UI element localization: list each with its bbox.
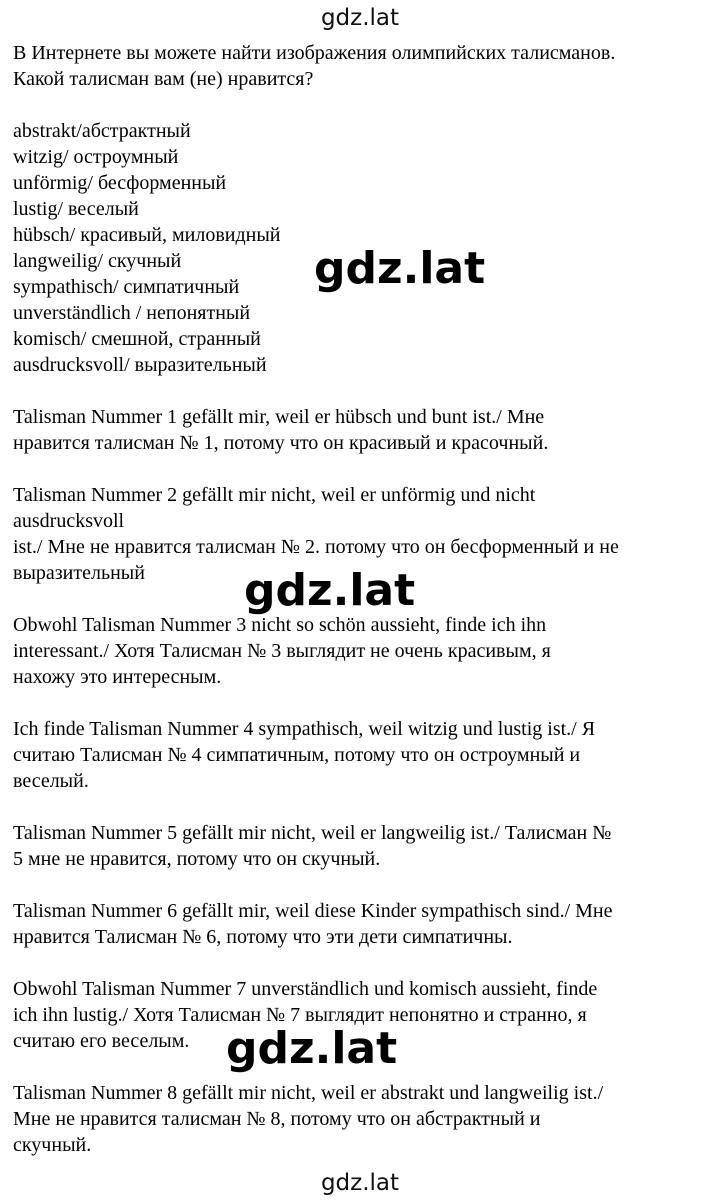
- text-line: interessant./ Хотя Талисман № 3 выглядит не очень красивым, я: [13, 640, 551, 662]
- text-line: Talisman Nummer 2 gefällt mir nicht, weil er unförmig und nicht: [13, 484, 536, 506]
- text-line: нравится талисман № 1, потому что он красивый и красочный.: [13, 432, 549, 454]
- paragraph-gap: [13, 456, 713, 482]
- watermark-overlay: gdz.lat: [244, 565, 416, 616]
- text-line: langweilig/ скучный: [13, 250, 182, 272]
- text-line: 5 мне не нравится, потому что он скучный.: [13, 848, 381, 870]
- text-line: Talisman Nummer 8 gefällt mir nicht, weil er abstrakt und langweilig ist./: [13, 1082, 604, 1104]
- text-line: ausdrucksvoll: [13, 510, 125, 532]
- text-line: Talisman Nummer 1 gefällt mir, weil er hübsch und bunt ist./ Мне: [13, 406, 545, 428]
- watermark-overlay: gdz.lat: [226, 1023, 398, 1074]
- text-line: В Интернете вы можете найти изображения олимпийских талисманов.: [13, 42, 616, 64]
- text-line: скучный.: [13, 1134, 92, 1156]
- text-line: ausdrucksvoll/ выразительный: [13, 354, 267, 376]
- paragraph-gap: [13, 872, 713, 898]
- text-line: Какой талисман вам (не) нравится?: [13, 68, 314, 90]
- paragraph-gap: [13, 378, 713, 404]
- text-line: abstrakt/абстрактный: [13, 120, 191, 142]
- watermark-header: gdz.lat: [320, 5, 400, 31]
- paragraph-gap: [13, 950, 713, 976]
- text-line: считаю его веселым.: [13, 1030, 190, 1052]
- text-line: веселый.: [13, 770, 89, 792]
- text-line: ist./ Мне не нравится талисман № 2. потому что он бесформенный и не: [13, 536, 619, 558]
- text-line: Мне не нравится талисман № 8, потому что он абстрактный и: [13, 1108, 541, 1130]
- text-line: witzig/ остроумный: [13, 146, 179, 168]
- text-line: unverständlich / непонятный: [13, 302, 251, 324]
- text-line: нравится Талисман № 6, потому что эти дети симпатичны.: [13, 926, 513, 948]
- watermark-footer: gdz.lat: [320, 1170, 400, 1196]
- watermark-overlay: gdz.lat: [314, 243, 486, 294]
- text-line: unförmig/ бесформенный: [13, 172, 227, 194]
- text-line: Talisman Nummer 6 gefällt mir, weil diese Kinder sympathisch sind./ Мне: [13, 900, 613, 922]
- text-line: считаю Талисман № 4 симпатичным, потому что он остроумный и: [13, 744, 581, 766]
- text-line: hübsch/ красивый, миловидный: [13, 224, 281, 246]
- text-line: нахожу это интересным.: [13, 666, 222, 688]
- text-line: Obwohl Talisman Nummer 3 nicht so schön aussieht, finde ich ihn: [13, 614, 547, 636]
- text-line: Ich finde Talisman Nummer 4 sympathisch, weil witzig und lustig ist./ Я: [13, 718, 596, 740]
- text-line: sympathisch/ симпатичный: [13, 276, 240, 298]
- paragraph-gap: [13, 92, 713, 118]
- text-line: Talisman Nummer 5 gefällt mir nicht, weil er langweilig ist./ Талисман №: [13, 822, 612, 844]
- text-line: lustig/ веселый: [13, 198, 139, 220]
- text-line: выразительный: [13, 562, 145, 584]
- paragraph-gap: [13, 690, 713, 716]
- text-line: komisch/ смешной, странный: [13, 328, 261, 350]
- text-line: Obwohl Talisman Nummer 7 unverständlich und komisch aussieht, finde: [13, 978, 598, 1000]
- paragraph-gap: [13, 794, 713, 820]
- text-line: ich ihn lustig./ Хотя Талисман № 7 выглядит непонятно и странно, я: [13, 1004, 587, 1026]
